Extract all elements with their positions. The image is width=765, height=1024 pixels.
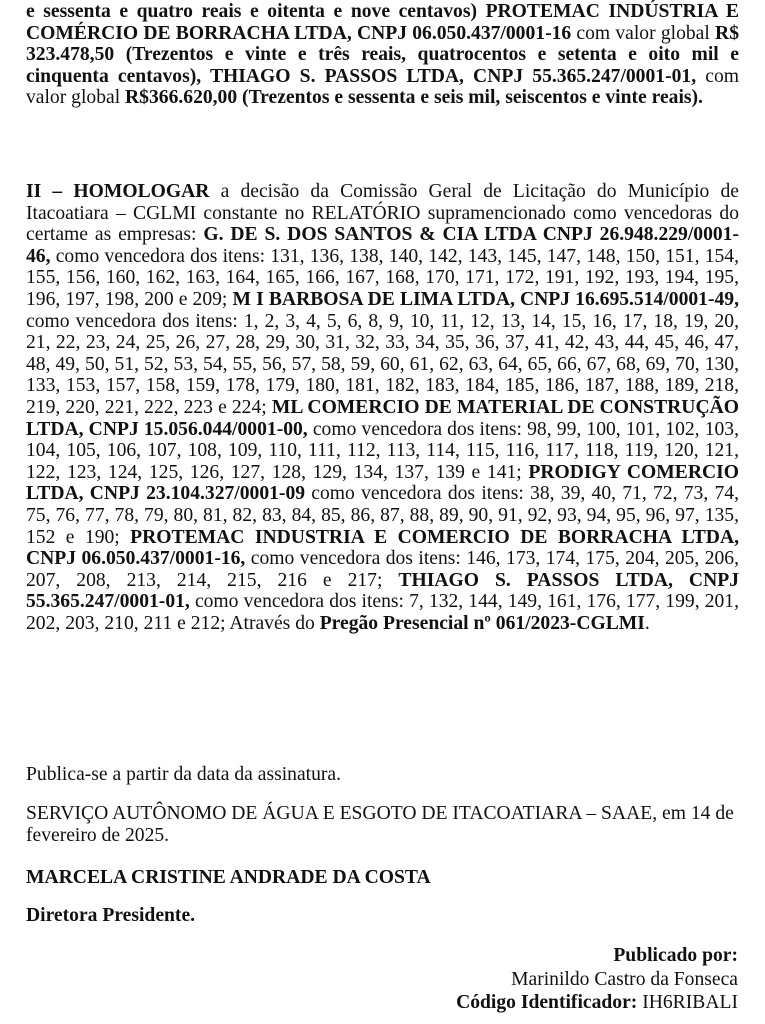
- publisher-name: Marinildo Castro da Fonseca: [511, 969, 738, 990]
- text-segment: a decisão da Comissão Geral de Licitação do Município de Itacoatiara – CGLMI constante no RELATÓRIO supramencionado como vencedoras do certame as empresas:: [26, 181, 739, 246]
- company-santos: G. DE S. DOS SANTOS & CIA LTDA CNPJ 26.948.229/0001-46,: [26, 224, 739, 267]
- value-thiago: R$366.620,00 (Trezentos e sessenta e seis mil, seiscentos e vinte reais).: [125, 87, 703, 109]
- signer-role-text: Diretora Presidente.: [26, 905, 196, 926]
- identifier-code: [456, 992, 738, 1014]
- text-segment: e sessenta e quatro reais e oitenta e nove centavos): [26, 1, 486, 22]
- company-protemac: PROTEMAC INDUSTRIA E COMERCIO DE BORRACHA LTDA, CNPJ 06.050.437/0001-16,: [26, 526, 739, 570]
- company-ml: ML COMERCIO DE MATERIAL DE CONSTRUÇÃO LTDA, CNPJ 15.056.044/0001-00,: [26, 396, 739, 440]
- items-ml: como vencedora dos itens: 98, 99, 100, 101, 102, 103, 104, 105, 106, 107, 108, 109, 110, 111, 112, 113, 114, 115, 116, 117, 118, 119, 120, 121, 122, 123, 124, 125, 126, 127, 128, 129, 134, 137, 139 e 141;: [26, 418, 739, 483]
- company-thiago: THIAGO S. PASSOS LTDA, CNPJ 55.365.247/0001-01,: [26, 569, 740, 613]
- signer-role: [26, 905, 739, 927]
- company-barbosa: M I BARBOSA DE LIMA LTDA, CNPJ 16.695.514/0001-49,: [232, 288, 739, 310]
- identifier-code-value: IH6RIBALI: [637, 992, 738, 1013]
- text-segment: .: [644, 612, 650, 634]
- paragraph-homologation: [26, 181, 739, 634]
- section-heading: II – HOMOLOGAR: [26, 181, 210, 202]
- company-prodigy: PRODIGY COMERCIO LTDA, CNPJ 23.104.327/0001-09: [26, 461, 739, 505]
- paragraph-award-values: [26, 1, 739, 109]
- publication-note: Publica-se a partir da data da assinatura.: [26, 764, 342, 785]
- company-protemac: PROTEMAC INDÚSTRIA E COMÉRCIO DE BORRACHA LTDA, CNPJ 06.050.437/0001-16: [26, 1, 739, 44]
- value-protemac: R$ 323.478,50 (Trezentos e vinte e três reais, quatrocentos e setenta e oito mil e cinquenta centavos), THIAGO S. PASSOS LTDA, CNPJ 55.365.247/0001-01,: [26, 22, 739, 87]
- published-by-label: [613, 945, 738, 967]
- items-santos: como vencedora dos itens: 131, 136, 138, 140, 142, 143, 145, 147, 148, 150, 151, 154, 155, 156, 160, 162, 163, 164, 165, 166, 167, 168, 170, 171, 172, 191, 192, 193, 194, 195, 196, 197, 198, 200 e 209;: [26, 245, 739, 310]
- items-thiago: como vencedora dos itens: 7, 132, 144, 149, 161, 176, 177, 199, 201, 202, 203, 210, 211 e 212; Através do: [26, 591, 739, 634]
- place-date: SERVIÇO AUTÔNOMO DE ÁGUA E ESGOTO DE ITACOATIARA – SAAE, em 14 de fevereiro de 2025.: [26, 803, 734, 846]
- pregao-reference: Pregão Presencial nº 061/2023-CGLMI: [319, 612, 645, 634]
- published-by-label-text: Publicado por:: [613, 945, 738, 966]
- signer-name-text: MARCELA CRISTINE ANDRADE DA COSTA: [26, 867, 431, 888]
- text-segment: com valor global: [571, 22, 716, 44]
- items-prodigy: como vencedora dos itens: 38, 39, 40, 71, 72, 73, 74, 75, 76, 77, 78, 79, 80, 81, 82, 83, 84, 85, 86, 87, 88, 89, 90, 91, 92, 93, 94, 95, 96, 97, 135, 152 e 190;: [26, 483, 740, 548]
- text-segment: com valor global: [26, 65, 739, 109]
- identifier-code-label: Código Identificador:: [456, 992, 638, 1013]
- items-protemac: como vencedora dos itens: 146, 173, 174, 175, 204, 205, 206, 207, 208, 213, 214, 215, 216 e 217;: [26, 548, 739, 591]
- signer-name: [26, 867, 739, 889]
- items-barbosa: como vencedora dos itens: 1, 2, 3, 4, 5, 6, 8, 9, 10, 11, 12, 13, 14, 15, 16, 17, 18, 19, 20, 21, 22, 23, 24, 25, 26, 27, 28, 29, 30, 31, 32, 33, 34, 35, 36, 37, 41, 42, 43, 44, 45, 46, 47, 48, 49, 50, 51, 52, 53, 54, 55, 56, 57, 58, 59, 60, 61, 62, 63, 64, 65, 66, 67, 68, 69, 70, 130, 133, 153, 157, 158, 159, 178, 179, 180, 181, 182, 183, 184, 185, 186, 187, 188, 189, 218, 219, 220, 221, 222, 223 e 224;: [26, 310, 739, 418]
